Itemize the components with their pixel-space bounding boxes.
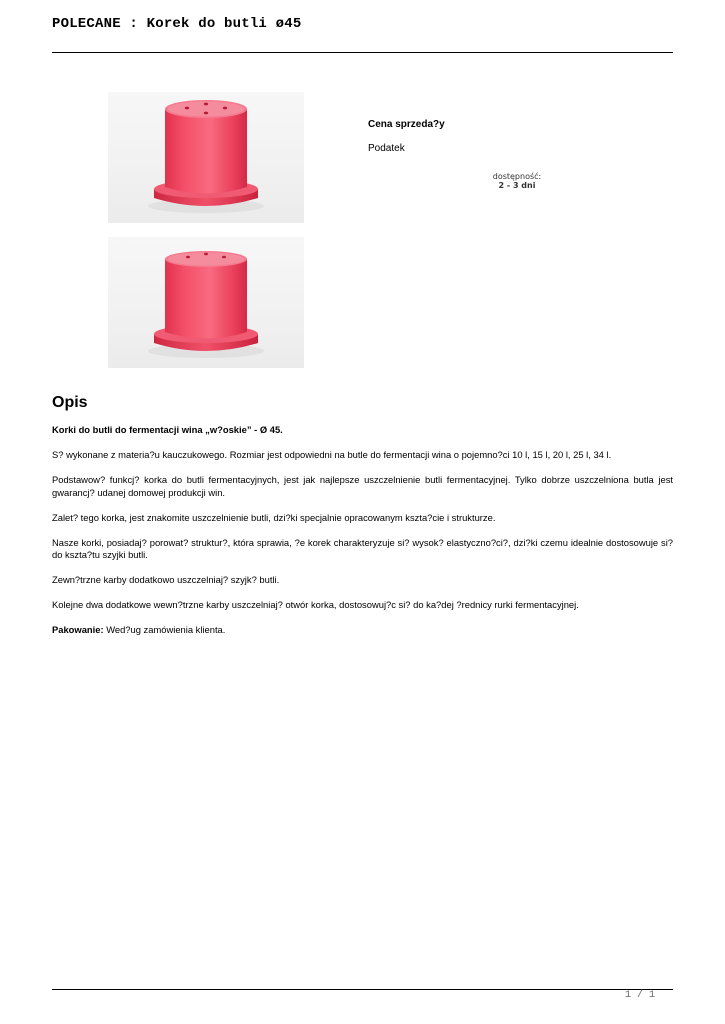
description-paragraph: Zalet? tego korka, jest znakomite uszczelnienie butli, dzi?ki specjalnie opracowanym kszta?cie i strukturze.	[52, 511, 496, 523]
cork-illustration-1	[108, 92, 304, 223]
description-paragraph: Nasze korki, posiadaj? porowat? struktur?, która sprawia, ?e korek charakteryzuje si? wysok? elastyczno?ci?, dzi?ki czemu idealnie dostosowuje si? do kszta?tu szyjki butli.	[52, 536, 673, 560]
cork-illustration-2	[108, 237, 304, 368]
availability-badge	[480, 172, 554, 190]
page-number: 1 / 1	[624, 990, 655, 1001]
availability-value: 2 - 3 dni	[498, 181, 536, 190]
price-label: Cena sprzeda?y	[368, 119, 445, 130]
packaging-value: Wed?ug zamówienia klienta.	[103, 624, 226, 635]
description-paragraph: Kolejne dwa dodatkowe wewn?trzne karby uszczelniaj? otwór korka, dostosowuj?c si? do ka?dej ?rednicy rurki fermentacyjnej.	[52, 599, 579, 610]
product-image-1	[108, 92, 304, 223]
packaging-label: Pakowanie:	[52, 624, 104, 635]
product-image-2	[108, 237, 304, 368]
description-lead: Korki do butli do fermentacji wina „w?oskie” - Ø 45.	[52, 424, 283, 435]
description-paragraph: Podstawow? funkcj? korka do butli fermentacyjnych, jest jak najlepsze uszczelnienie butli fermentacyjnej. Tylko dobrze uszczelniona butla jest gwarancj? udanej domowej produkcji win.	[52, 474, 673, 498]
header-divider	[52, 52, 673, 53]
tax-label: Podatek	[368, 143, 405, 154]
availability-label: dostępność:	[492, 172, 542, 181]
description-heading: Opis	[52, 394, 88, 411]
description-paragraph: S? wykonane z materia?u kauczukowego. Rozmiar jest odpowiedni na butle do fermentacji wina o pojemno?ci 10 l, 15 l, 20 l, 25 l, 34 l.	[52, 449, 612, 460]
description-paragraph: Zewn?trzne karby dodatkowo uszczelniaj? szyjk? butli.	[52, 574, 280, 585]
packaging-line	[52, 624, 673, 637]
description-body	[52, 424, 673, 649]
page-title: POLECANE : Korek do butli ø45	[52, 16, 302, 32]
footer-divider	[52, 989, 673, 990]
